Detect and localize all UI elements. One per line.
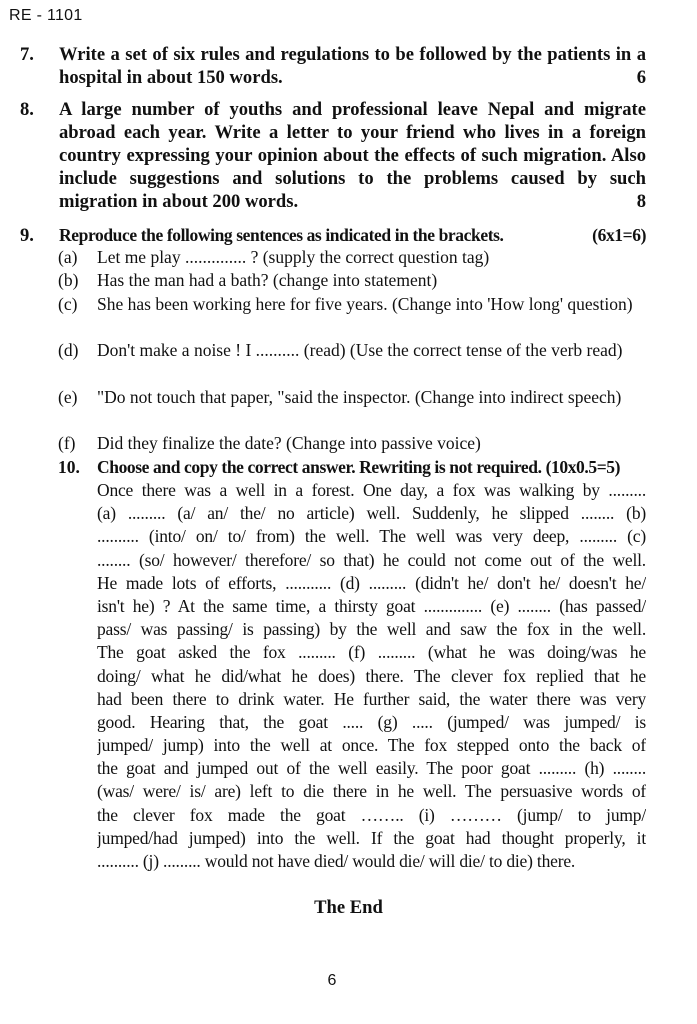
passage-line: The goat asked the fox ......... (f) ......... (what he was doing/was he — [97, 642, 646, 663]
q9-item-d: (d) Don't make a noise ! I .......... (read) (Use the correct tense of the verb read) — [58, 340, 623, 360]
q9-item-f: (f) Did they finalize the date? (Change into passive voice) — [58, 433, 481, 453]
question-text: Write a set of six rules and regulations to be followed by the patients in a hospital in about 150 words. 6 — [59, 44, 646, 88]
passage-line: had been there to drink water. He further said, the water there was very — [97, 688, 646, 709]
passage-line: isn't he) ? At the same time, a thirsty goat .............. (e) ........ (has passed/ — [97, 595, 646, 616]
question-text: Reproduce the following sentences as indicated in the brackets. (6x1=6) — [59, 225, 646, 245]
passage-line: pass/ was passing/ is passing) by the well and saw the fox in the well. — [97, 619, 646, 640]
question-number: 8. — [20, 99, 34, 120]
passage-line: Once there was a well in a forest. One day, a fox was walking by ......... — [97, 480, 646, 500]
passage-line: He made lots of efforts, ........... (d) ......... (didn't he/ don't he/ doesn't he/ — [97, 572, 646, 593]
exam-code: RE - 1101 — [9, 7, 83, 24]
passage-line: .......... (into/ on/ to/ from) the well. The well was very deep, ......... (c) — [97, 526, 646, 547]
question-7 — [20, 43, 646, 89]
question-marks: 6 — [636, 67, 646, 88]
passage-line: jumped/ jump) into the well at once. The fox stepped onto the back of — [97, 735, 646, 756]
passage-line: jumped/had jumped) into the well. If the goat had thought properly, it — [97, 827, 646, 848]
q9-item-a: (a) Let me play .............. ? (supply the correct question tag) — [58, 247, 490, 267]
q9-item-e: (e) "Do not touch that paper, "said the inspector. (Change into indirect speech) — [58, 387, 622, 407]
passage-line: (was/ were/ is/ are) left to die there in he well. The persuasive words of — [97, 781, 646, 802]
question-number: 9. — [20, 225, 34, 246]
passage-line: .......... (j) ......... would not have died/ would die/ will die/ to die) there. — [97, 851, 576, 871]
question-number: 10. — [58, 457, 80, 477]
cloze-passage — [97, 479, 646, 873]
page-number: 6 — [327, 972, 337, 989]
passage-line: the goat and jumped out of the well easily. The poor goat ......... (h) ........ — [97, 758, 646, 779]
question-number: 7. — [20, 44, 34, 65]
question-10 — [58, 456, 648, 479]
question-text: A large number of youths and professional leave Nepal and migrate abroad each year. Write a letter to your friend who lives in a foreign country expressing your opinion about the effects of such migration. Also include suggestions and solutions to the problems caused by such migration in about 200 words. 8 — [59, 99, 646, 212]
passage-line: (a) ......... (a/ an/ the/ no article) well. Suddenly, he slipped ........ (b) — [97, 503, 646, 524]
q9-item-c: (c) She has been working here for five years. (Change into 'How long' question) — [58, 294, 633, 314]
passage-line: ........ (so/ however/ therefore/ so that) he could not come out of the well. — [97, 549, 646, 570]
question-marks: (6x1=6) — [592, 225, 646, 245]
question-8 — [20, 98, 646, 213]
question-heading: Choose and copy the correct answer. Rewriting is not required. (10x0.5=5) — [97, 457, 621, 477]
q9-item-b: (b) Has the man had a bath? (change into statement) — [58, 270, 438, 290]
passage-line: the clever fox made the goat …….. (i) ……… (jump/ to jump/ — [97, 804, 646, 825]
question-9 — [20, 224, 646, 247]
end-marker: The End — [314, 897, 383, 918]
passage-line: good. Hearing that, the goat ..... (g) ..... (jumped/ was jumped/ is — [97, 711, 646, 732]
question-marks: 8 — [636, 191, 646, 212]
passage-line: doing/ what he did/what he does) there. The clever fox replied that he — [97, 665, 646, 686]
